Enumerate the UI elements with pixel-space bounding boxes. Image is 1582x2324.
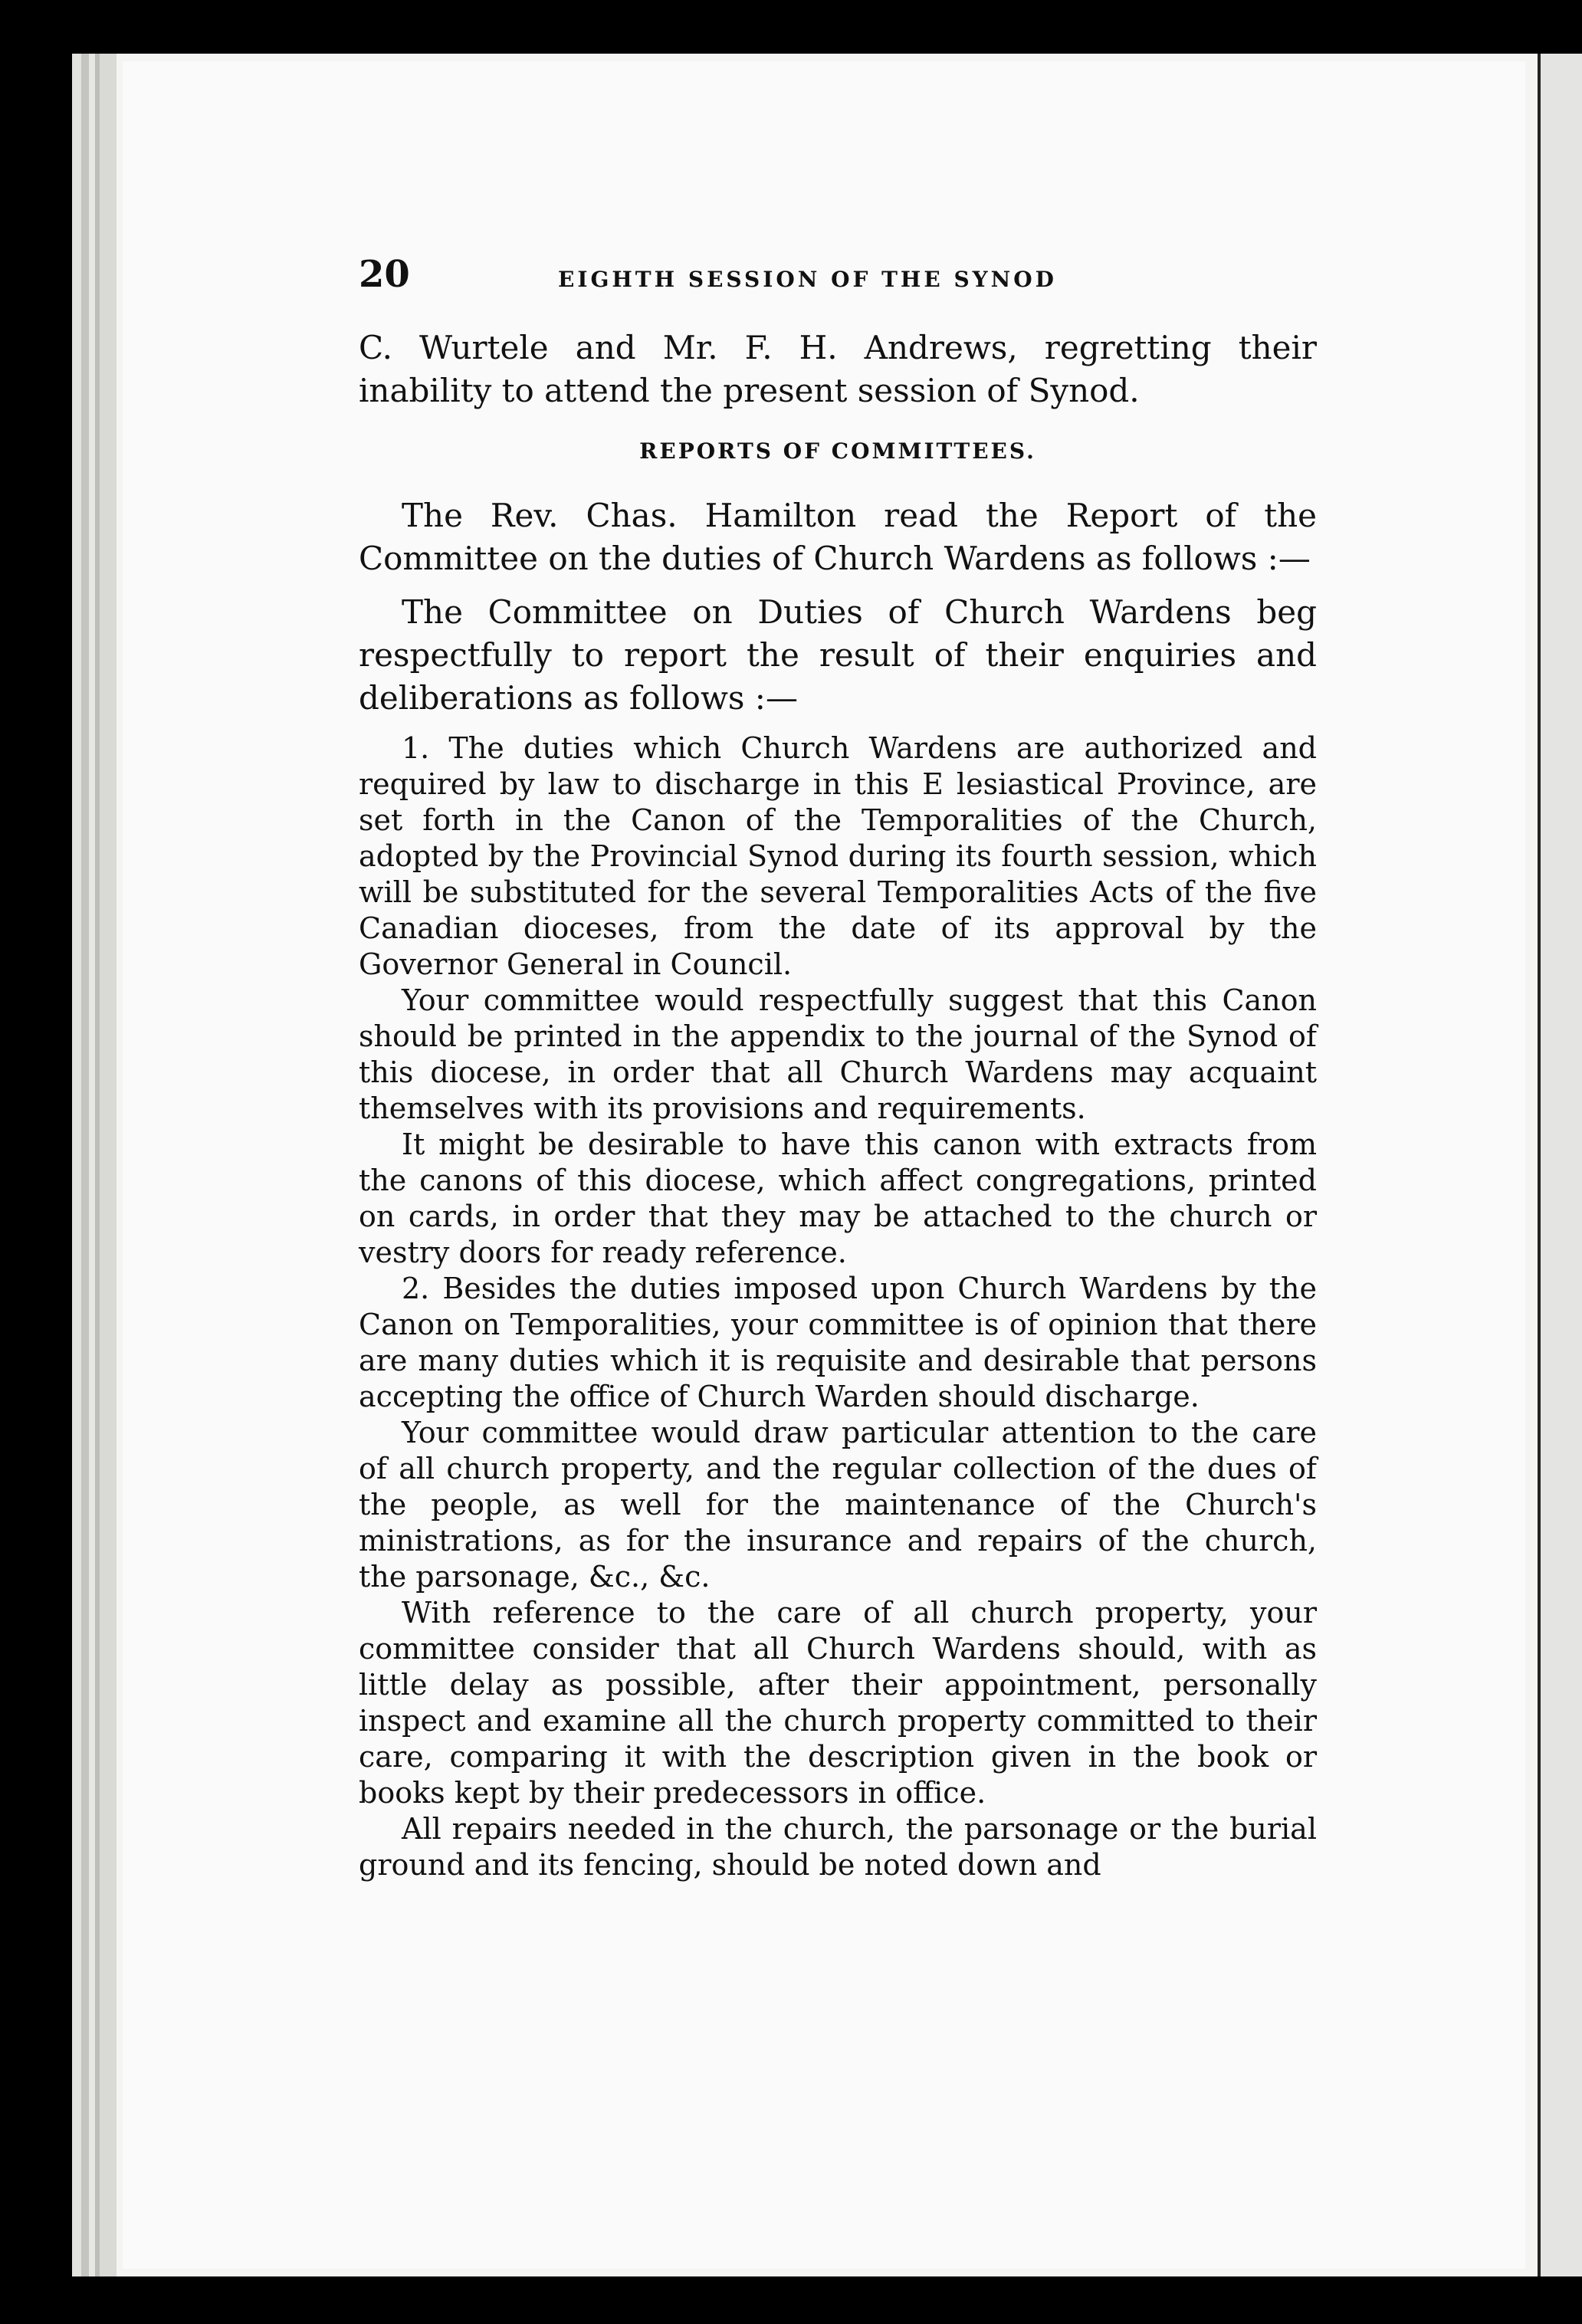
running-head	[359, 253, 1317, 296]
report-paragraph: 1. The duties which Church Wardens are authorized and required by law to discharge in this E lesiastical Province, are set forth in the Canon of the Temporalities of the Church, adopted by the Provincial Synod during its fourth session, which will be substituted for the several Temporalities Acts of the five Canadian dioceses, from the date of its approval by the Governor General in Council.	[359, 731, 1317, 981]
report-paragraph: Your committee would draw particular attention to the care of all church property, and the regular collection of the dues of the people, as well for the maintenance of the Church's ministrations, as for the insurance and repairs of the church, the parsonage, &c., &c.	[359, 1416, 1317, 1594]
report-paragraph: It might be desirable to have this canon with extracts from the canons of this diocese, which affect congregations, printed on cards, in order that they may be attached to the church or vestry doors for ready reference.	[359, 1128, 1317, 1269]
section-heading: REPORTS OF COMMITTEES.	[639, 438, 1036, 464]
report-paragraph: 2. Besides the duties imposed upon Church Wardens by the Canon on Temporalities, your committee is of opinion that there are many duties which it is requisite and desirable that persons accepting the office of Church Warden should discharge.	[359, 1272, 1317, 1413]
report-paragraph: With reference to the care of all church property, your committee consider that all Church Wardens should, with as little delay as possible, after their appointment, personally inspect and examine all the church property committed to their care, comparing it with the description given in the book or books kept by their predecessors in office.	[359, 1596, 1317, 1810]
report-paragraph: All repairs needed in the church, the parsonage or the burial ground and its fencing, should be noted down and	[359, 1812, 1317, 1882]
opening-paragraph: C. Wurtele and Mr. F. H. Andrews, regretting their inability to attend the present session of Synod.	[359, 329, 1317, 409]
intro-paragraph: The Committee on Duties of Church Wardens beg respectfully to report the result of their enquiries and deliberations as follows :—	[359, 593, 1317, 717]
running-title: EIGHTH SESSION OF THE SYNOD	[558, 267, 1057, 292]
page-number: 20	[359, 253, 410, 296]
intro-paragraph: The Rev. Chas. Hamilton read the Report of the Committee on the duties of Church Wardens as follows :—	[359, 497, 1317, 577]
facing-page-edge	[1538, 54, 1582, 2276]
page-text	[359, 253, 1317, 1883]
report-body	[359, 730, 1317, 1883]
report-paragraph: Your committee would respectfully suggest that this Canon should be printed in the appendix to the journal of the Synod of this diocese, in order that all Church Wardens may acquaint themselves with its provisions and requirements.	[359, 983, 1317, 1125]
